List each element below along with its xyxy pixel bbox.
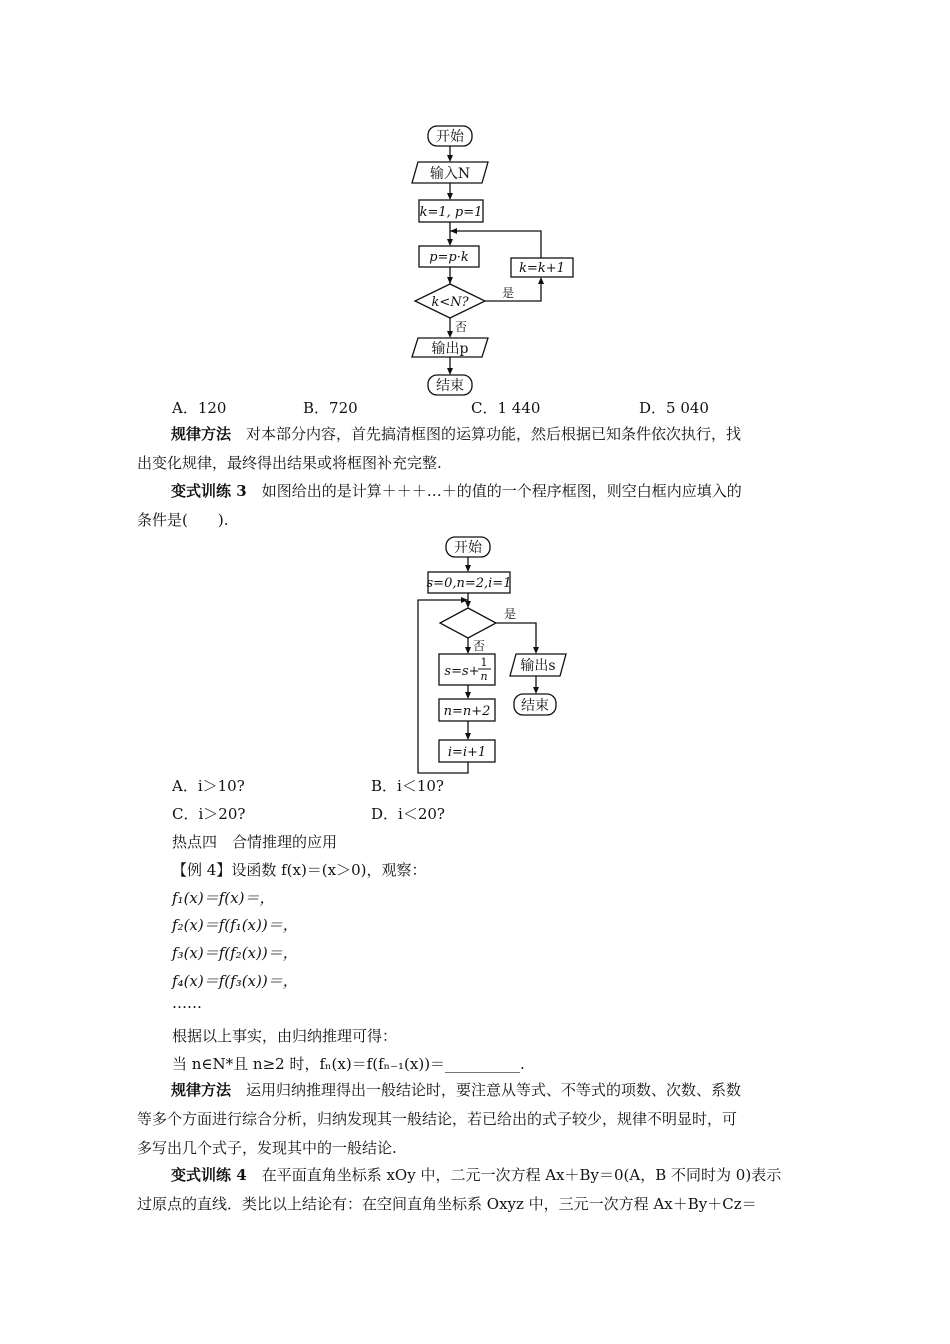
q3-option-c: C．1 440 bbox=[471, 399, 541, 417]
method-2-line-1: 运用归纳推理得出一般结论时，要注意从等式、不等式的项数、次数、系数 bbox=[246, 1081, 742, 1099]
variant-3-line-2: 条件是( ). bbox=[137, 511, 229, 529]
fc1-yes-label: 是 bbox=[501, 286, 515, 300]
fc2-start-text: 开始 bbox=[454, 540, 482, 556]
fc2-init-text: s=0,n=2,i=1 bbox=[426, 576, 512, 591]
fc1-start-text: 开始 bbox=[436, 129, 464, 145]
q3-option-d: D．5 040 bbox=[639, 399, 709, 417]
fc2-end-text: 结束 bbox=[521, 698, 549, 714]
example-4-f2: f₂(x)＝f(f₁(x))＝， bbox=[172, 916, 298, 934]
example-4-final: 当 n∈N*且 n≥2 时，fₙ(x)＝f(fₙ₋₁(x))＝__________. bbox=[172, 1055, 525, 1073]
example-4-f4: f₄(x)＝f(f₃(x))＝， bbox=[172, 972, 298, 990]
fc2-condition-shape bbox=[440, 608, 496, 638]
fc1-init-text: k=1, p=1 bbox=[419, 205, 483, 220]
method-title-1: 规律方法 bbox=[171, 425, 232, 443]
flowchart-1 bbox=[0, 0, 950, 400]
example-4-label: 【例 4】 bbox=[172, 861, 232, 879]
fc1-condition-text: k<N? bbox=[431, 295, 469, 310]
example-4-conclude: 根据以上事实，由归纳推理可得： bbox=[172, 1027, 398, 1045]
fc2-yes-label: 是 bbox=[503, 607, 517, 621]
v3-option-d: D．i＜20? bbox=[371, 805, 445, 823]
q3-option-b: B．720 bbox=[303, 399, 358, 417]
variant-3-title: 变式训练 3 bbox=[171, 482, 247, 500]
fc1-end-text: 结束 bbox=[436, 378, 464, 394]
fc1-process-text: p=p·k bbox=[429, 250, 469, 265]
method-paragraph-1 bbox=[137, 420, 813, 478]
variant-3-paragraph bbox=[137, 477, 813, 535]
v3-option-c: C．i＞20? bbox=[172, 805, 246, 823]
section-heading-hotspot-4: 热点四 合情推理的应用 bbox=[172, 833, 338, 851]
flowchart-2 bbox=[0, 530, 950, 780]
fc2-sum-numerator: 1 bbox=[480, 656, 488, 669]
method-title-2: 规律方法 bbox=[171, 1081, 232, 1099]
method-1-line-2: 出变化规律，最终得出结果或将框图补充完整. bbox=[137, 454, 442, 472]
fc2-no-label: 否 bbox=[472, 639, 486, 653]
example-4-text: 设函数 f(x)＝(x＞0)，观察： bbox=[231, 861, 427, 879]
example-4-dots: …… bbox=[172, 994, 202, 1012]
variant-4-line-1: 在平面直角坐标系 xOy 中，二元一次方程 Ax＋By＝0(A，B 不同时为 0)表示 bbox=[261, 1166, 782, 1184]
method-2-line-3: 多写出几个式子，发现其中的一般结论. bbox=[137, 1139, 397, 1157]
q3-option-a: A．120 bbox=[172, 399, 227, 417]
variant-4-title: 变式训练 4 bbox=[171, 1166, 247, 1184]
fc2-output-text: 输出s bbox=[520, 658, 556, 674]
fc2-sum-denominator: n bbox=[480, 670, 488, 683]
fc1-input-text: 输入N bbox=[429, 166, 471, 182]
fc1-no-label: 否 bbox=[454, 320, 468, 334]
fc2-sum-text: s=s+ bbox=[444, 664, 480, 679]
method-paragraph-2 bbox=[137, 1076, 813, 1163]
method-2-line-2: 等多个方面进行综合分析，归纳发现其一般结论，若已给出的式子较少，规律不明显时，可 bbox=[137, 1110, 738, 1128]
variant-3-line-1: 如图给出的是计算＋＋＋…＋的值的一个程序框图，则空白框内应填入的 bbox=[261, 482, 742, 500]
fc1-output-text: 输出p bbox=[431, 341, 469, 357]
variant-4-paragraph bbox=[137, 1161, 813, 1219]
example-4-f1: f₁(x)＝f(x)＝， bbox=[172, 889, 275, 907]
variant-4-line-2: 过原点的直线．类比以上结论有：在空间直角坐标系 Oxyz 中，三元一次方程 Ax＋By＋Cz＝ bbox=[137, 1195, 757, 1213]
fc2-n-step-text: n=n+2 bbox=[443, 704, 491, 719]
fc2-i-step-text: i=i+1 bbox=[447, 745, 487, 760]
v3-option-a: A．i＞10? bbox=[172, 777, 245, 795]
example-4-f3: f₃(x)＝f(f₂(x))＝， bbox=[172, 944, 298, 962]
method-1-line-1: 对本部分内容，首先搞清框图的运算功能，然后根据已知条件依次执行，找 bbox=[246, 425, 742, 443]
fc1-increment-text: k=k+1 bbox=[519, 261, 565, 276]
v3-option-b: B．i＜10? bbox=[371, 777, 444, 795]
example-4-intro bbox=[172, 859, 427, 880]
